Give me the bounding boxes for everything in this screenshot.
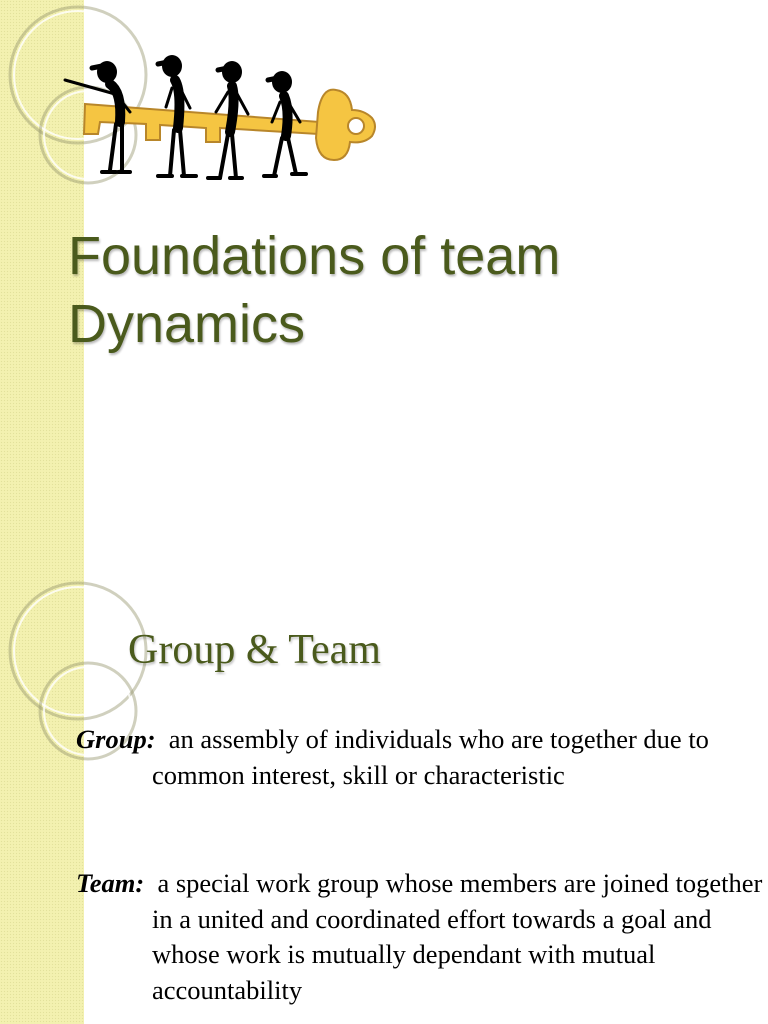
team-carrying-key-clipart: [60, 52, 390, 192]
definition-term: Group:: [76, 724, 156, 754]
definition-term: Team:: [76, 868, 145, 898]
slide-title-heading: Foundations of team Dynamics: [68, 226, 561, 354]
definition-text: an assembly of individuals who are together due to common interest, skill or characteristic: [152, 724, 709, 790]
slide-heading: Group & Team: [128, 627, 381, 673]
slide-group-team: [0, 576, 768, 1024]
definition-team: [76, 866, 768, 1008]
definition-group: [76, 722, 768, 793]
definition-text: a special work group whose members are joined together in a united and coordinated effort towards a goal and whose work is mutually dependant with mutual accountability: [152, 868, 763, 1005]
decorative-circle-icon: [10, 583, 146, 719]
